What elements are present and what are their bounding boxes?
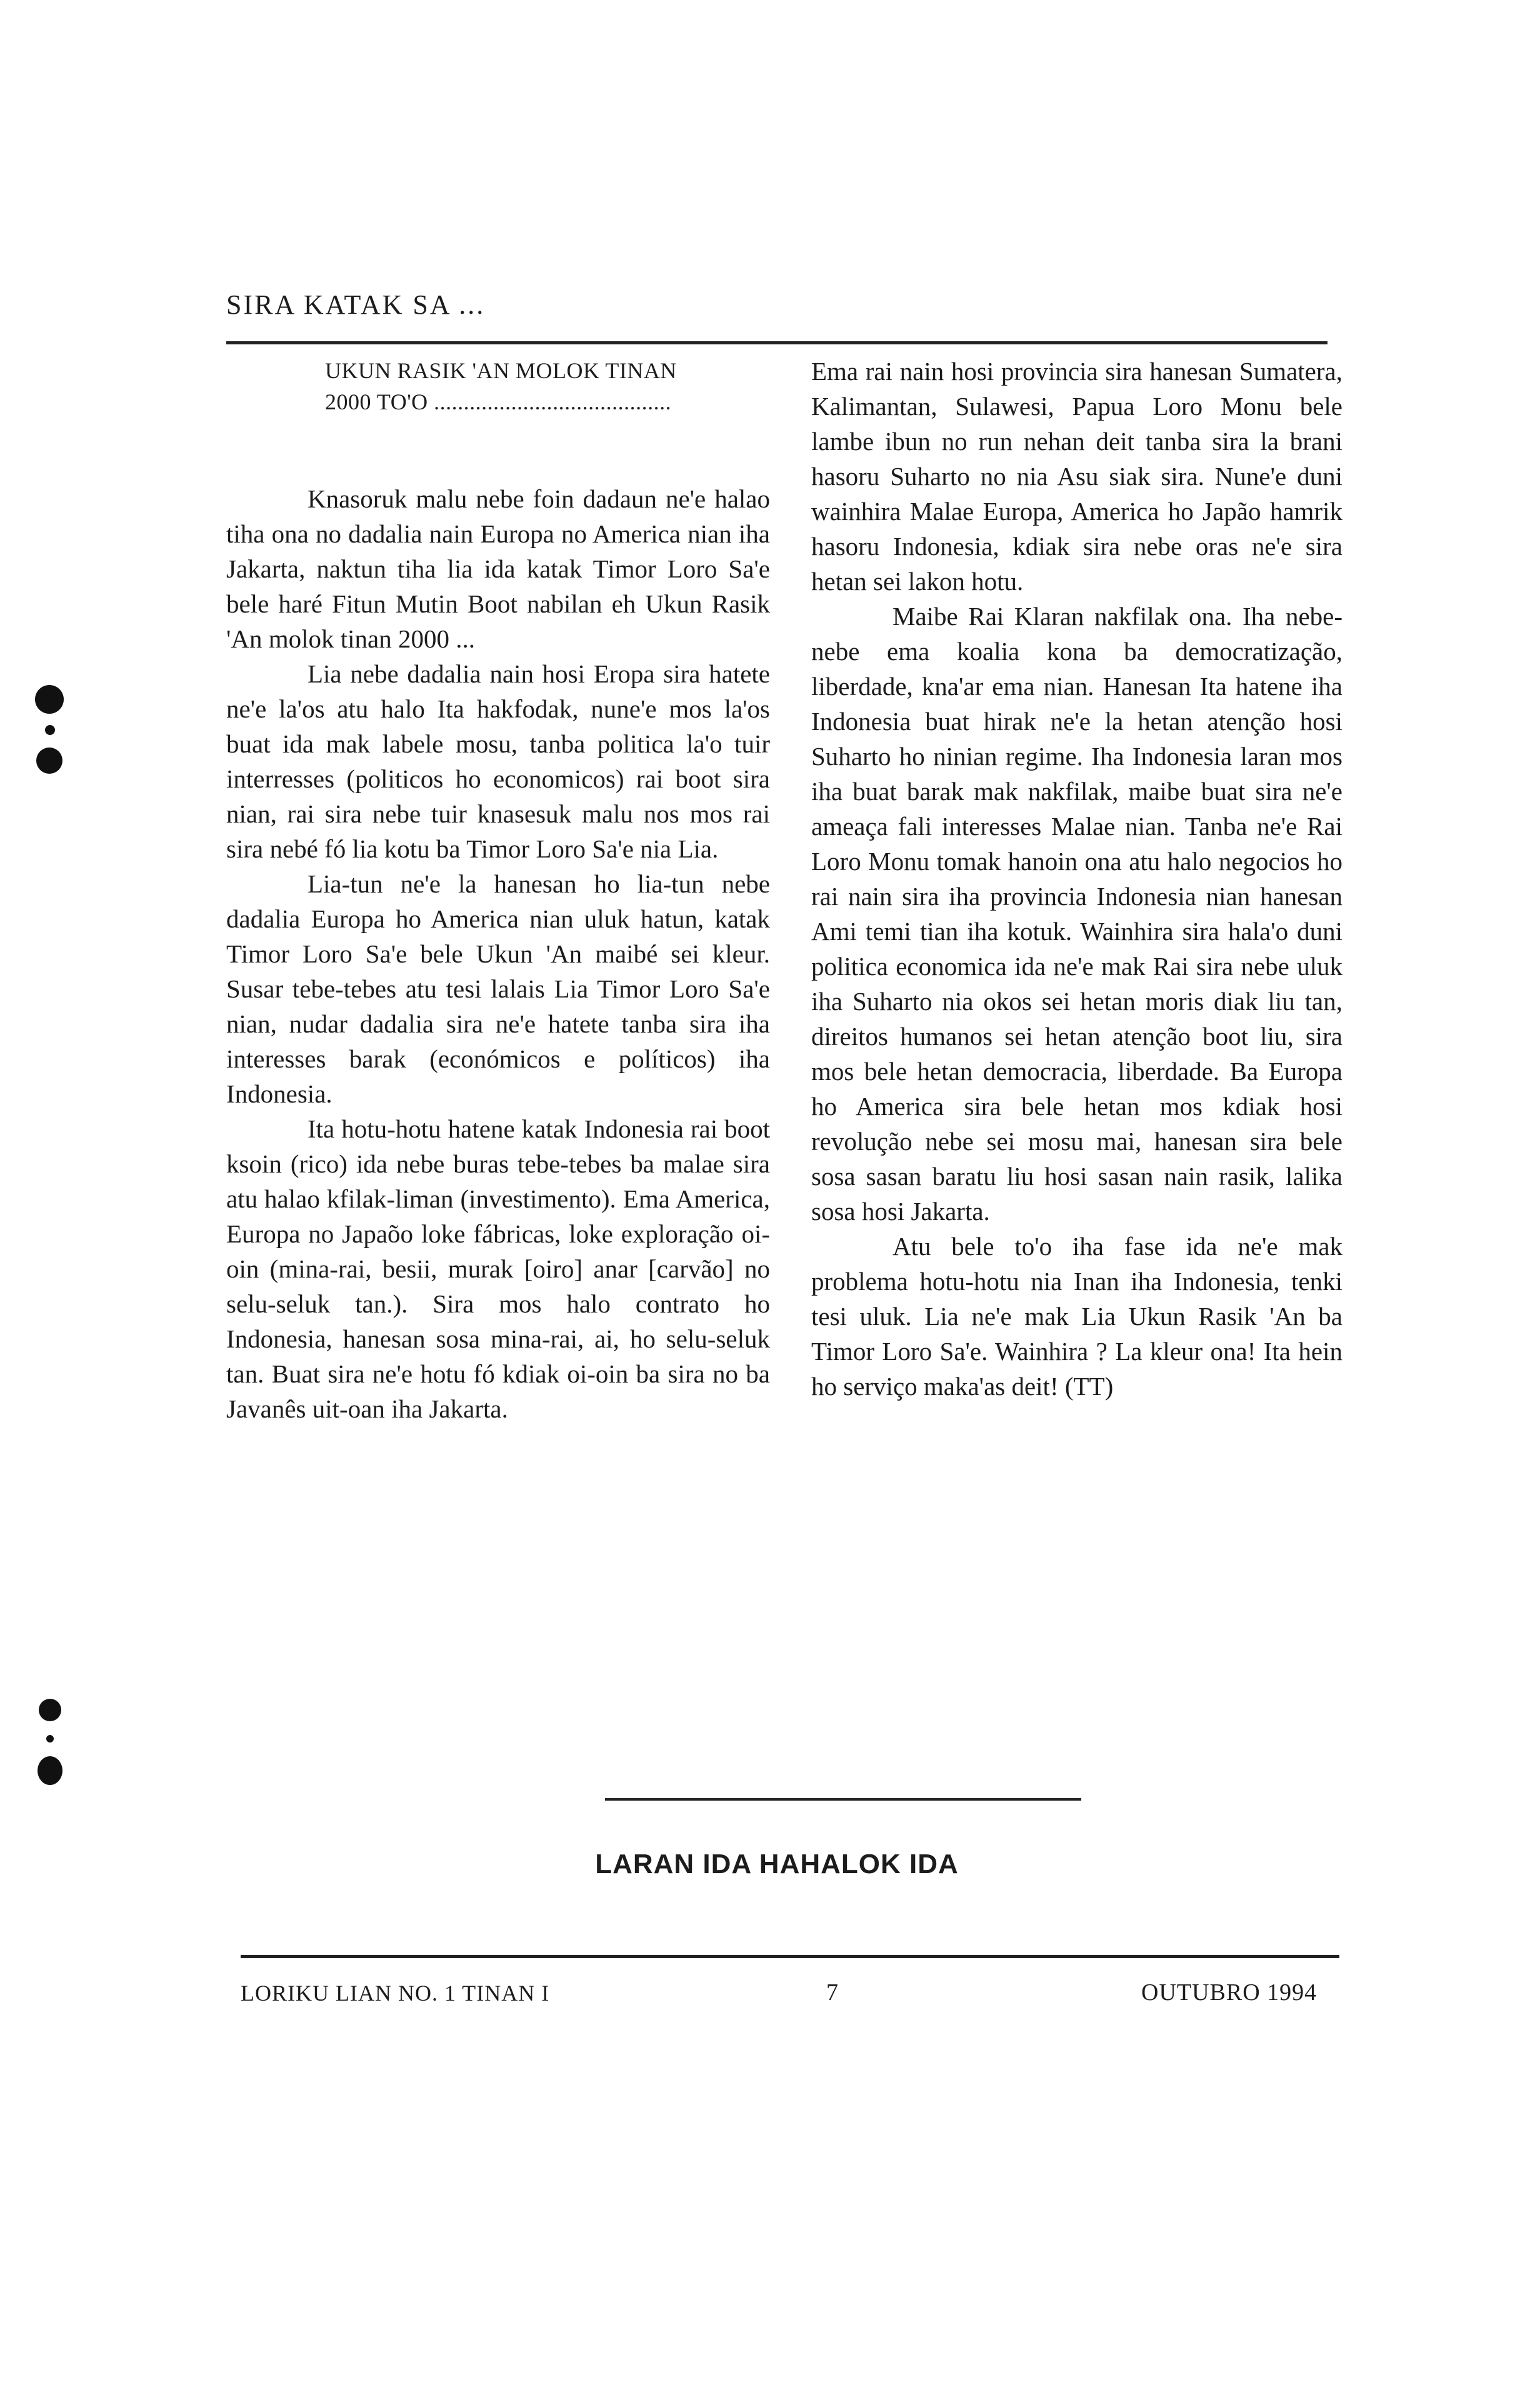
- punch-hole-mark: [39, 1699, 61, 1721]
- punch-hole-mark: [46, 1735, 54, 1742]
- header-rule: [226, 341, 1328, 344]
- paragraph: Lia-tun ne'e la hanesan ho lia-tun nebe dadalia Europa ho America nian uluk hatun, katak Timor Loro Sa'e bele Ukun 'An maibé sei kleur. Susar tebe-tebes atu tesi lalais Lia Timor Loro Sa'e nian, nudar dadalia sira ne'e hatete tanba sira iha interesses barak (económicos e políticos) iha Indonesia.: [226, 869, 770, 1108]
- footer-rule: [241, 1955, 1339, 1958]
- footer-publication: LORIKU LIAN NO. 1 TINAN I: [241, 1981, 550, 2006]
- paragraph: Atu bele to'o iha fase ida ne'e mak problema hotu-hotu nia Inan iha Indonesia, tenki tesi uluk. Lia ne'e mak Lia Ukun Rasik 'An ba Timor Loro Sa'e. Wainhira ? La kleur ona! Ita hein ho serviço maka'as deit! (TT): [811, 1232, 1342, 1401]
- punch-hole-mark: [35, 685, 64, 714]
- divider-rule: [605, 1798, 1081, 1801]
- tagline: LARAN IDA HAHALOK IDA: [595, 1849, 959, 1879]
- left-column: [226, 481, 770, 1426]
- article-heading-line2: 2000 TO'O ........................................: [325, 389, 672, 414]
- right-column: [811, 354, 1342, 1404]
- article-heading-line1: UKUN RASIK 'AN MOLOK TINAN: [325, 358, 677, 383]
- paragraph: Lia nebe dadalia nain hosi Eropa sira hatete ne'e la'os atu halo Ita hakfodak, nune'e mos la'os buat ida mak labele mosu, tanba politica la'o tuir interresses (politicos ho economicos) rai boot sira nian, rai sira nebe tuir knasesuk malu nos mos rai sira nebé fó lia kotu ba Timor Loro Sa'e nia Lia.: [226, 659, 770, 863]
- paragraph: Ita hotu-hotu hatene katak Indonesia rai boot ksoin (rico) ida nebe buras tebe-tebes ba malae sira atu halao kfilak-liman (investimento). Ema America, Europa no Japaõo loke fábricas, loke exploração oi-oin (mina-rai, besii, murak [oiro] anar [carvão] no selu-seluk tan.). Sira mos halo contrato ho Indonesia, hanesan sosa mina-rai, ai, ho selu-seluk tan. Buat sira ne'e hotu fó kdiak oi-oin ba sira no ba Javanês uit-oan iha Jakarta.: [226, 1114, 770, 1423]
- section-title: SIRA KATAK SA ...: [226, 289, 486, 320]
- page-number: 7: [826, 1979, 838, 2006]
- article-heading: [325, 355, 725, 418]
- punch-hole-mark: [45, 725, 55, 735]
- footer-date: OUTUBRO 1994: [1141, 1979, 1318, 2006]
- punch-hole-mark: [38, 1756, 62, 1785]
- paragraph: Knasoruk malu nebe foin dadaun ne'e halao tiha ona no dadalia nain Europa no America nian iha Jakarta, naktun tiha lia ida katak Timor Loro Sa'e bele haré Fitun Mutin Boot nabilan eh Ukun Rasik 'An molok tinan 2000 ...: [226, 484, 770, 653]
- paragraph: Ema rai nain hosi provincia sira hanesan Sumatera, Kalimantan, Sulawesi, Papua Loro Monu bele lambe ibun no run nehan deit tanba sira la brani hasoru Suharto no nia Asu siak sira. Nune'e duni wainhira Malae Europa, America ho Japão hamrik hasoru Indonesia, kdiak sira nebe oras ne'e sira hetan sei lakon hotu.: [811, 357, 1342, 596]
- punch-hole-mark: [36, 748, 62, 774]
- paragraph: Maibe Rai Klaran nakfilak ona. Iha nebe-nebe ema koalia kona ba democratização, liberdade, kna'ar ema nian. Hanesan Ita hatene iha Indonesia buat hirak ne'e la hetan atenção hosi Suharto ho ninian regime. Iha Indonesia laran mos iha buat barak mak nakfilak, maibe buat sira ne'e ameaça fali interesses Malae nian. Tanba ne'e Rai Loro Monu tomak hanoin ona atu halo negocios ho rai nain sira iha provincia Indonesia nian hanesan Ami temi tian iha kotuk. Wainhira sira hala'o duni politica economica ida ne'e mak Rai sira nebe uluk iha Suharto nia okos sei hetan moris diak liu tan, direitos humanos sei hetan atenção boot liu, sira mos bele hetan democracia, liberdade. Ba Europa ho America sira bele hetan mos kdiak hosi revolução nebe sei mosu mai, hanesan sira bele sosa sasan baratu liu hosi sasan nain rasik, lalika sosa hosi Jakarta.: [811, 602, 1342, 1226]
